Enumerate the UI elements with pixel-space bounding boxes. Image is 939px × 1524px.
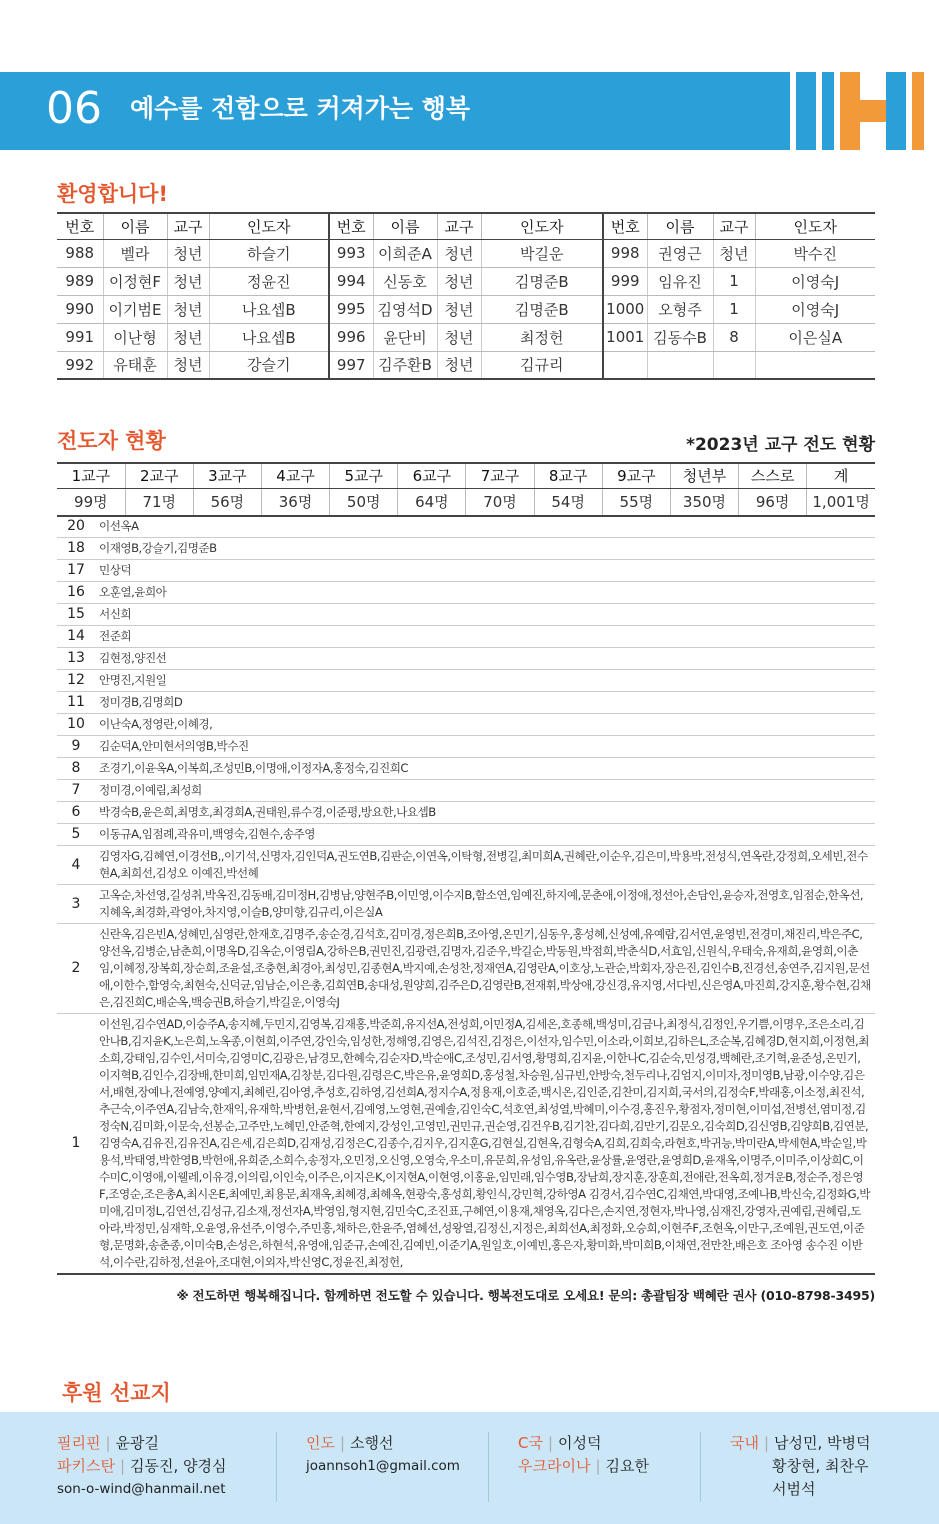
col-leader: 인도자 (755, 213, 875, 239)
cell-number: 999 (603, 267, 647, 295)
stats-value: 99명 (57, 488, 125, 516)
missionary-name: 이성덕 (558, 1434, 602, 1452)
evangelist-count: 10 (57, 714, 95, 736)
col-number: 번호 (603, 213, 647, 239)
separator: | (339, 1434, 346, 1452)
evangelist-names: 서신희 (95, 604, 875, 626)
evangelist-row (57, 626, 875, 648)
cell-name: 권영근 (647, 239, 713, 267)
separator: | (595, 1457, 601, 1475)
welcome-table (57, 212, 875, 380)
missionary-line (57, 1455, 227, 1478)
evangelist-row (57, 824, 875, 846)
stats-header: 4교구 (261, 463, 329, 488)
evangelist-row (57, 802, 875, 824)
cell-name: 이희준A (373, 239, 437, 267)
evangelist-count: 1 (57, 1014, 95, 1275)
evangelist-row (57, 780, 875, 802)
welcome-row (57, 267, 875, 295)
evangelist-count: 7 (57, 780, 95, 802)
divider (700, 1432, 701, 1502)
evangelist-names: 전준희 (95, 626, 875, 648)
evangelist-names: 정미경,이예림,최성희 (95, 780, 875, 802)
cell-parish: 청년 (437, 295, 481, 323)
stats-header: 8교구 (534, 463, 602, 488)
separator: | (105, 1434, 111, 1452)
stats-header: 청년부 (670, 463, 738, 488)
stats-value: 64명 (398, 488, 466, 516)
cell-name: 신동호 (373, 267, 437, 295)
cell-name: 김동수B (647, 323, 713, 351)
welcome-title: 환영합니다! (57, 182, 169, 206)
stats-value: 70명 (466, 488, 534, 516)
cell-leader (755, 351, 875, 379)
stats-value: 55명 (602, 488, 670, 516)
evangelist-names: 오훈열,윤희아 (95, 582, 875, 604)
evangelist-count: 16 (57, 582, 95, 604)
cell-parish: 청년 (167, 267, 209, 295)
footnote: ※ 전도하면 행복해집니다. 함께하면 전도할 수 있습니다. 행복전도대로 오세요! 문의: 총괄팀장 백혜란 권사 (010-8798-3495) (176, 1288, 875, 1303)
stats-value: 36명 (261, 488, 329, 516)
evangelist-names: 박경숙B,윤은희,최명호,최경희A,권태원,류수경,이준평,방요한,나요셉B (95, 802, 875, 824)
evangelist-row (57, 538, 875, 560)
evangelist-names: 이난숙A,정영란,이혜경, (95, 714, 875, 736)
col-parish: 교구 (167, 213, 209, 239)
cell-number: 998 (603, 239, 647, 267)
missionary-name: 황창현, 최찬우 (772, 1457, 869, 1475)
cell-name: 김영석D (373, 295, 437, 323)
cell-number: 990 (57, 295, 103, 323)
evangelist-count: 12 (57, 670, 95, 692)
cell-leader: 김규리 (481, 351, 603, 379)
stats-value: 54명 (534, 488, 602, 516)
country: 파키스탄 (57, 1457, 115, 1475)
country: 국내 (730, 1434, 759, 1452)
stats-value: 96명 (739, 488, 807, 516)
evangelist-count: 8 (57, 758, 95, 780)
stats-header: 3교구 (193, 463, 261, 488)
cell-parish: 청년 (167, 351, 209, 379)
missionary-name: 윤광길 (115, 1434, 160, 1452)
evangelist-names: 민상덕 (95, 560, 875, 582)
col-parish: 교구 (713, 213, 755, 239)
stats-header: 2교구 (125, 463, 193, 488)
stats-value: 50명 (330, 488, 398, 516)
cell-parish: 청년 (437, 239, 481, 267)
evangelist-count: 11 (57, 692, 95, 714)
welcome-row (57, 351, 875, 379)
evangelist-names: 김영자G,김혜연,이경선B,,이기석,신명자,김인덕A,권도연B,김판순,이연옥,이탁형,전병길,최미희A,권혜란,이순우,김은미,박용박,전성식,연옥란,강정희,오세빈,전수현A,최희선,김성오 이예진,박선혜 (95, 846, 875, 885)
stats-header: 계 (807, 463, 875, 488)
evangelist-count: 14 (57, 626, 95, 648)
cell-leader: 김명준B (481, 295, 603, 323)
evangelist-row (57, 604, 875, 626)
stats-header: 스스로 (739, 463, 807, 488)
cell-parish: 청년 (167, 295, 209, 323)
evangelist-list (57, 516, 875, 1275)
evangelist-names: 이선원,김수연AD,이승주A,송지혜,두민지,김영복,김재홍,박준희,유지선A,전성희,이민정A,김세온,호종해,백성미,김금나,최정식,김정인,우기쁨,이명우,조은소리,김안나B,김지윤K,노은희,노옥종,이현희,이주연,강인숙,임성한,정해영,김영은,김석진,김정은,이선자,임수민,이소라,이희보,김하은L,조순복,김혜경D,현지희,이정현,최소희,강태임,김수인,서미숙,김영미C,김광은,남경모,한혜숙,김순자D,박순애C,조성민,김서영,황명희,김지윤,이한나C,김순숙,민성경,백혜란,조기혁,윤준성,온민기,이지혁B,김인수,김장배,한미희,임민재A,김창분,김다원,김령은C,박은유,윤영희D,홍성철,차승원,심규빈,안방숙,천두리나,김엄지,이미자,정미영B,남광,이수양,김은서,배현,장예나,전예영,양예지,최혜린,김아영,추성호,김하영,김선희A,정지수A,정용재,이호준,백시온,김인준,김찬미,김지희,국서의,김정숙F,박래홍,이소정,최진석,추근숙,이주연A,김남숙,한재익,유재학,박병헌,윤현서,김예영,노영현,권예솔,김인숙C,석호연,최성열,박혜미,이수경,홍진우,황점자,정미현,이미섭,전병선,염미정,김정숙N,김미화,이문숙,선봉순,고주만,노혜민,안준혁,한예지,강성인,고영민,권민규,권순영,김건우B,김기찬,김다희,김만기,김문오,김숙희D,김신영B,김양희B,김연분,김영숙A,김유진,김유진A,김은세,김은희D,김재성,김정은C,김종수,김지우,김지훈G,김현실,김현옥,김형숙A,김희,김희숙,라현호,박귀능,박미란A,박세현A,박순일,박용석,박태영,박한영B,박헌애,유희준,소희수,송정자,오민정,오신영,오영숙,우소미,유문희,유성임,유옥란,윤상률,윤영란,윤영희D,윤재옥,이명주,이미주,이상희C,이수미C,이영애,이웰레,이유경,이의림,이인숙,이주은,이지은K,이지현A,이현영,이홍윤,임민래,임수영B,장남희,장지훈,장훈희,전애란,전옥희,정겨운B,정순주,정은영F,조영순,조은총A,최시온E,최예민,최용문,최재옥,최혜경,최혜옥,현광숙,홍성희,황인식,강민혁,강하영A 김경서,김수연C,김채연,박대영,조예나B,박신숙,김정화G,박미애,김미정L,김연선,김성규,김소재,정선자A,박영임,형지현,김민숙C,조진표,구혜연,이용재,채영옥,김다은,손지연,정현자,박나영,심재진,강영자,권예림,권혜림,도아라,박정민,심재학,오윤영,유선주,이영수,주민홍,채하은,한윤주,염혜선,성왕열,김정신,지정은,최희선A,최정화,오승희,이현주F,조현옥,이만구,조예원,권도연,이준형,문명화,송춘종,이미숙B,손성은,하현석,유영애,임준규,손예진,김예빈,이준기A,원일호,이예빈,홍은자,황미화,박미희B,이채연,전만찬,배은호 조아영 송수진 이반석,이수란,김하정,선윤아,조대현,이외자,박신영C,정윤진,최정헌, (95, 1014, 875, 1275)
evangelist-row (57, 924, 875, 1014)
evangelist-names: 안명진,지원일 (95, 670, 875, 692)
cell-number: 997 (329, 351, 373, 379)
cell-number: 993 (329, 239, 373, 267)
missionary-email: joannsoh1@gmail.com (306, 1458, 460, 1474)
stats-header: 7교구 (466, 463, 534, 488)
cell-leader: 박수진 (755, 239, 875, 267)
evangelist-row (57, 758, 875, 780)
cell-name: 벨라 (103, 239, 167, 267)
separator: | (119, 1457, 126, 1475)
cell-number: 995 (329, 295, 373, 323)
cell-leader: 최정헌 (481, 323, 603, 351)
divider (276, 1432, 277, 1502)
evangelist-count: 9 (57, 736, 95, 758)
section-title: 예수를 전함으로 커져가는 행복 (130, 94, 471, 123)
evangelist-row (57, 1014, 875, 1275)
welcome-row (57, 239, 875, 267)
welcome-row (57, 323, 875, 351)
stats-header-row (57, 463, 875, 488)
cell-number: 994 (329, 267, 373, 295)
cell-name: 오형주 (647, 295, 713, 323)
evangelist-names: 고옥순,차선영,길성취,박옥진,김동배,김미정H,김병남,양현주B,이민영,이수지B,함소연,임예진,하지예,문춘애,이정애,정선아,손담인,윤승자,전영호,임점순,한옥선,지혜옥,최경화,곽영아,차지영,이슬B,양미향,김규리,이은실A (95, 885, 875, 924)
cell-leader: 이영숙J (755, 295, 875, 323)
cell-parish: 1 (713, 267, 755, 295)
divider (488, 1432, 489, 1502)
cell-name: 이기범E (103, 295, 167, 323)
evangelist-row (57, 736, 875, 758)
missionary-line (306, 1432, 460, 1455)
evangelist-names: 정미경B,김명희D (95, 692, 875, 714)
cell-parish (713, 351, 755, 379)
missionary-name: 서범석 (772, 1480, 816, 1498)
section-number: 06 (46, 83, 102, 134)
missionary-col-3 (518, 1432, 649, 1478)
missionary-line (518, 1432, 649, 1455)
col-number: 번호 (329, 213, 373, 239)
missionaries-title: 후원 선교지 (62, 1381, 171, 1405)
country: 필리핀 (57, 1434, 101, 1452)
stats-value: 1,001명 (807, 488, 875, 516)
evangelist-count: 18 (57, 538, 95, 560)
evangelist-count: 6 (57, 802, 95, 824)
missionary-name: 김동진, 양경심 (130, 1457, 227, 1475)
evangelist-count: 17 (57, 560, 95, 582)
cell-leader: 강슬기 (209, 351, 329, 379)
stats-header: 1교구 (57, 463, 125, 488)
cell-leader: 이은실A (755, 323, 875, 351)
evangelist-names: 김순덕A,안미현서의영B,박수진 (95, 736, 875, 758)
cell-number: 992 (57, 351, 103, 379)
missionary-name: 김요한 (605, 1457, 649, 1475)
cell-name: 김주환B (373, 351, 437, 379)
evangelist-row (57, 648, 875, 670)
missionary-col-1 (57, 1432, 227, 1501)
cell-name: 윤단비 (373, 323, 437, 351)
evangelist-count: 20 (57, 516, 95, 538)
separator: | (763, 1434, 770, 1452)
cell-parish: 1 (713, 295, 755, 323)
cell-number: 988 (57, 239, 103, 267)
col-parish: 교구 (437, 213, 481, 239)
evangelist-row (57, 846, 875, 885)
stats-value: 71명 (125, 488, 193, 516)
cell-number: 996 (329, 323, 373, 351)
stats-value: 56명 (193, 488, 261, 516)
cell-leader: 나요셉B (209, 295, 329, 323)
cell-name: 이난형 (103, 323, 167, 351)
cell-parish: 청년 (437, 267, 481, 295)
cell-leader: 하슬기 (209, 239, 329, 267)
stats-value: 350명 (670, 488, 738, 516)
evangelist-row (57, 692, 875, 714)
missionary-line (730, 1432, 871, 1455)
stats-header: 9교구 (602, 463, 670, 488)
evangelist-row (57, 582, 875, 604)
col-number: 번호 (57, 213, 103, 239)
evangelist-names: 조경기,이윤옥A,이복희,조성민B,이명애,이정자A,홍정숙,김진희C (95, 758, 875, 780)
evangelist-names: 김현정,양진선 (95, 648, 875, 670)
stats-header: 5교구 (330, 463, 398, 488)
missionary-line (518, 1455, 649, 1478)
cell-number: 991 (57, 323, 103, 351)
evangelist-count: 13 (57, 648, 95, 670)
missionary-col-2 (306, 1432, 460, 1478)
cell-parish: 청년 (167, 323, 209, 351)
evangelist-count: 3 (57, 885, 95, 924)
cell-number: 1000 (603, 295, 647, 323)
stats-value-row (57, 488, 875, 516)
evangelist-count: 5 (57, 824, 95, 846)
missionary-line (57, 1432, 227, 1455)
cell-leader: 김명준B (481, 267, 603, 295)
col-name: 이름 (103, 213, 167, 239)
cell-parish: 청년 (437, 323, 481, 351)
evangelist-count: 2 (57, 924, 95, 1014)
missionary-name: 소행선 (350, 1434, 394, 1452)
cell-parish: 8 (713, 323, 755, 351)
evangelist-row (57, 670, 875, 692)
evangelist-names: 이재영B,강슬기,김명준B (95, 538, 875, 560)
col-name: 이름 (373, 213, 437, 239)
evangelist-count: 15 (57, 604, 95, 626)
stats-header: 6교구 (398, 463, 466, 488)
stats-table (57, 462, 875, 517)
col-leader: 인도자 (481, 213, 603, 239)
evangelist-row (57, 885, 875, 924)
cell-name: 임유진 (647, 267, 713, 295)
evangelist-names: 이동규A,임점례,곽유미,백영숙,김현수,송주영 (95, 824, 875, 846)
separator: | (547, 1434, 554, 1452)
cell-leader: 박길운 (481, 239, 603, 267)
country: 우크라이나 (518, 1457, 591, 1475)
col-leader: 인도자 (209, 213, 329, 239)
col-name: 이름 (647, 213, 713, 239)
cell-parish: 청년 (437, 351, 481, 379)
cell-number (603, 351, 647, 379)
stats-title: 전도자 현황 (57, 429, 166, 453)
stats-note: *2023년 교구 전도 현황 (686, 435, 875, 455)
country: C국 (518, 1434, 543, 1452)
evangelist-row (57, 516, 875, 538)
cell-leader: 정윤진 (209, 267, 329, 295)
cell-name (647, 351, 713, 379)
cell-parish: 청년 (713, 239, 755, 267)
evangelist-row (57, 714, 875, 736)
cell-name: 이정현F (103, 267, 167, 295)
evangelist-count: 4 (57, 846, 95, 885)
cell-number: 989 (57, 267, 103, 295)
welcome-row (57, 295, 875, 323)
missionary-name: 남성민, 박병덕 (774, 1434, 871, 1452)
evangelist-row (57, 560, 875, 582)
evangelist-names: 이선옥A (95, 516, 875, 538)
missionary-col-4 (730, 1432, 871, 1501)
welcome-header-row (57, 213, 875, 239)
missionary-email: son-o-wind@hanmail.net (57, 1481, 226, 1497)
country: 인도 (306, 1434, 335, 1452)
cell-leader: 나요셉B (209, 323, 329, 351)
cell-leader: 이영숙J (755, 267, 875, 295)
cell-parish: 청년 (167, 239, 209, 267)
church-logo-icon (796, 72, 939, 150)
evangelist-names: 신란옥,김은빈A,성혜민,심영란,한재호,김명주,송순경,김석호,김미경,정은희B,조아영,온민기,심동우,홍성혜,신성예,유예람,김서연,윤영빈,전경미,채진리,박은주C,양선옥,김병순,남춘희,이명옥D,김옥순,이영림A,강하은B,권민진,김광련,김명자,김준우,박길순,박동원,박점희,박춘식D,서효임,신원식,우태숙,유재희,윤영희,이춘임,이혜정,장복희,장순희,조윤설,조충현,최경아,최성민,김종현A,박지예,손성찬,정재연A,김영란A,이호상,노관순,박회자,장은진,김인수B,진경선,송연주,김지원,문선애,이한수,함영숙,최현숙,신덕균,임남순,이은총,김희연B,송대성,원양희,김주은D,김영란B,전재휘,박상애,강신경,유지영,서다빈,신은영A,마진희,강지훈,황수현,김채은,김진희C,배순옥,백승권B,하슬기,박길운,이영숙J (95, 924, 875, 1014)
cell-name: 유태훈 (103, 351, 167, 379)
cell-number: 1001 (603, 323, 647, 351)
